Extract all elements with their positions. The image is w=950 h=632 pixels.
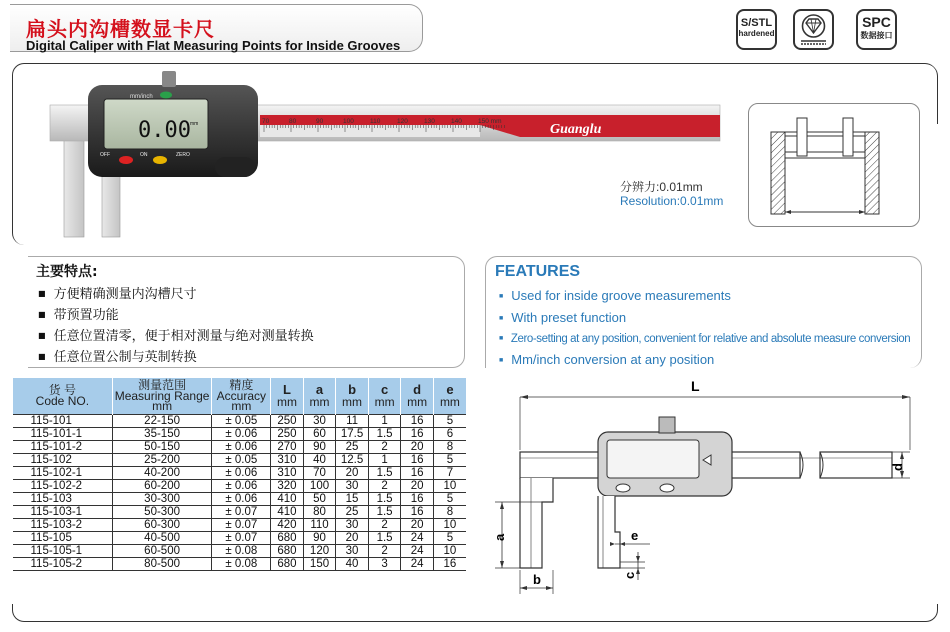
- unit-label: mm/inch: [130, 94, 153, 100]
- table-cell: 2: [368, 544, 401, 557]
- table-cell: 70: [303, 466, 336, 479]
- table-cell: 16: [433, 557, 466, 570]
- table-cell: 310: [271, 453, 304, 466]
- table-cell: 410: [271, 505, 304, 518]
- list-item: ■ Zero-setting at any position, convenient for relative and absolute measure conversion: [499, 330, 910, 350]
- header-accuracy-unit: mm: [231, 399, 252, 413]
- table-cell: 20: [336, 466, 369, 479]
- header-a-unit: mm: [309, 394, 330, 409]
- table-cell: 410: [271, 492, 304, 505]
- list-item: ■ 任意位置公制与英制转换: [38, 348, 314, 369]
- features-en-panel: [485, 256, 922, 368]
- table-cell: 110: [303, 518, 336, 531]
- page-title-en: Digital Caliper with Flat Measuring Points for Inside Grooves: [26, 38, 401, 53]
- table-cell: 16: [401, 453, 434, 466]
- header-code-cn: 货 号: [48, 383, 77, 398]
- table-cell: 25: [336, 505, 369, 518]
- badge-data-port-text: 数据接口: [860, 31, 893, 40]
- table-row: [13, 518, 467, 531]
- table-cell: 115-103: [13, 492, 113, 505]
- table-cell: 24: [401, 557, 434, 570]
- table-row: [13, 531, 467, 544]
- table-cell: 1.5: [368, 505, 401, 518]
- scale-label: 70: [262, 118, 270, 125]
- table-cell: 17.5: [336, 427, 369, 440]
- groove-illustration-box: [748, 103, 920, 227]
- table-cell: 270: [271, 440, 304, 453]
- table-cell: 25: [336, 440, 369, 453]
- table-cell: 115-105-1: [13, 544, 113, 557]
- header-L-unit: mm: [276, 394, 297, 409]
- on-zero-button[interactable]: [153, 156, 167, 164]
- header-e: [433, 378, 466, 414]
- table-row: [13, 440, 467, 453]
- bottom-frame: [12, 604, 938, 622]
- table-cell: ± 0.07: [212, 518, 271, 531]
- table-cell: 1: [368, 453, 401, 466]
- table-cell: 10: [433, 479, 466, 492]
- dimension-diagram-svg: [485, 380, 925, 602]
- list-item: ■ 任意位置清零，便于相对测量与绝对测量转换: [38, 327, 314, 348]
- table-row: [13, 492, 467, 505]
- table-cell: 80: [303, 505, 336, 518]
- header-range-en: Measuring Range: [114, 388, 210, 403]
- table-cell: 115-102-1: [13, 466, 113, 479]
- scale-label: 150 mm: [478, 118, 502, 125]
- table-row: [13, 505, 467, 518]
- table-cell: 8: [433, 505, 466, 518]
- on-label: ON: [140, 152, 148, 158]
- table-cell: 1.5: [368, 531, 401, 544]
- table-cell: 30: [336, 479, 369, 492]
- header-accuracy: [212, 378, 271, 414]
- badge-sstl-text: S/STL: [740, 17, 773, 29]
- header-b-sym: b: [348, 381, 357, 397]
- header-d-sym: d: [413, 381, 422, 397]
- table-cell: 40: [303, 453, 336, 466]
- header-c-unit: mm: [374, 394, 395, 409]
- table-cell: 310: [271, 466, 304, 479]
- table-cell: 30-300: [112, 492, 212, 505]
- header-L-sym: L: [283, 381, 291, 397]
- table-cell: 7: [433, 466, 466, 479]
- table-cell: 24: [401, 544, 434, 557]
- table-cell: 30: [336, 518, 369, 531]
- table-cell: 5: [433, 531, 466, 544]
- table-cell: 680: [271, 557, 304, 570]
- table-row: [13, 466, 467, 479]
- features-en-title: FEATURES: [495, 263, 581, 280]
- table-cell: 115-103-2: [13, 518, 113, 531]
- title-box: [10, 4, 423, 52]
- table-cell: 8: [433, 440, 466, 453]
- dim-label-e: e: [631, 528, 639, 543]
- table-cell: ± 0.06: [212, 466, 271, 479]
- resolution-en: Resolution:0.01mm: [620, 194, 724, 208]
- table-row: [13, 544, 467, 557]
- table-cell: 115-105: [13, 531, 113, 544]
- table-cell: ± 0.08: [212, 557, 271, 570]
- table-cell: 420: [271, 518, 304, 531]
- table-cell: 30: [336, 544, 369, 557]
- table-cell: 115-103-1: [13, 505, 113, 518]
- table-cell: ± 0.05: [212, 414, 271, 427]
- header-range-cn: 测量范围: [138, 378, 187, 392]
- table-cell: 16: [401, 414, 434, 427]
- lcd-reading: 0.00: [138, 118, 191, 143]
- table-cell: 2: [368, 479, 401, 492]
- table-cell: 20: [401, 479, 434, 492]
- table-cell: 16: [401, 466, 434, 479]
- table-cell: 10: [433, 544, 466, 557]
- table-cell: 680: [271, 544, 304, 557]
- table-cell: 16: [401, 427, 434, 440]
- list-item: ■ Used for inside groove measurements: [499, 286, 910, 308]
- table-cell: 5: [433, 492, 466, 505]
- off-button[interactable]: [119, 156, 133, 164]
- table-cell: 90: [303, 531, 336, 544]
- table-cell: 115-101: [13, 414, 113, 427]
- off-label: OFF: [100, 152, 110, 158]
- header-accuracy-en: Accuracy: [216, 388, 266, 403]
- header-b-unit: mm: [342, 394, 363, 409]
- table-cell: ± 0.05: [212, 453, 271, 466]
- scale-label: 120: [397, 118, 408, 125]
- table-cell: 1.5: [368, 427, 401, 440]
- table-cell: 250: [271, 414, 304, 427]
- diamond-icon: [793, 9, 834, 50]
- badge-spc-text: SPC: [862, 14, 891, 30]
- list-item: ■ Mm/inch conversion at any position: [499, 350, 910, 372]
- table-cell: 40-500: [112, 531, 212, 544]
- table-cell: 40: [336, 557, 369, 570]
- table-cell: ± 0.06: [212, 440, 271, 453]
- spc-data-port-badge: [856, 9, 897, 50]
- header-L: [271, 378, 304, 414]
- table-cell: ± 0.07: [212, 531, 271, 544]
- header-e-unit: mm: [439, 394, 460, 409]
- table-cell: ± 0.06: [212, 479, 271, 492]
- dim-label-a: a: [492, 533, 507, 541]
- table-row: [13, 427, 467, 440]
- page-title-cn: 扁头内沟槽数显卡尺: [26, 17, 215, 41]
- resolution-cn: 分辨力:0.01mm: [620, 180, 703, 194]
- diamond-icon-svg: [795, 11, 832, 48]
- spec-table: [12, 378, 466, 571]
- features-cn-panel: [28, 256, 465, 368]
- table-cell: 12.5: [336, 453, 369, 466]
- features-en-list: [499, 286, 910, 372]
- header-code-en: Code NO.: [35, 393, 90, 408]
- table-cell: 115-101-2: [13, 440, 113, 453]
- table-cell: 2: [368, 518, 401, 531]
- header-c-sym: c: [380, 381, 389, 397]
- header-b: [336, 378, 369, 414]
- table-cell: 20: [336, 531, 369, 544]
- header-d-unit: mm: [407, 394, 428, 409]
- table-header-row: [13, 378, 467, 414]
- header-a: [303, 378, 336, 414]
- table-cell: 1: [368, 414, 401, 427]
- table-cell: ± 0.07: [212, 505, 271, 518]
- table-cell: 25-200: [112, 453, 212, 466]
- scale-label: 140: [451, 118, 462, 125]
- table-cell: 3: [368, 557, 401, 570]
- header-accuracy-cn: 精度: [229, 378, 254, 392]
- table-cell: 16: [401, 492, 434, 505]
- table-cell: ± 0.06: [212, 492, 271, 505]
- table-cell: 22-150: [112, 414, 212, 427]
- header-e-sym: e: [446, 381, 454, 397]
- header-a-sym: a: [315, 381, 324, 397]
- table-cell: 2: [368, 440, 401, 453]
- table-cell: 30: [303, 414, 336, 427]
- table-cell: 115-105-2: [13, 557, 113, 570]
- table-cell: 35-150: [112, 427, 212, 440]
- dim-label-b: b: [533, 572, 541, 587]
- scale-label: 110: [370, 118, 381, 125]
- table-row: [13, 479, 467, 492]
- groove-illustration: [749, 104, 921, 228]
- table-cell: 60-200: [112, 479, 212, 492]
- lcd-reading-unit: mm: [190, 121, 199, 127]
- list-item: ■ 带预置功能: [38, 306, 314, 327]
- table-cell: 60-300: [112, 518, 212, 531]
- zero-label: ZERO: [176, 152, 190, 158]
- scale-label: 100: [343, 118, 354, 125]
- table-cell: 50: [303, 492, 336, 505]
- table-cell: 90: [303, 440, 336, 453]
- table-cell: 120: [303, 544, 336, 557]
- table-cell: 115-101-1: [13, 427, 113, 440]
- table-cell: 680: [271, 531, 304, 544]
- table-cell: 60: [303, 427, 336, 440]
- table-cell: 60-500: [112, 544, 212, 557]
- table-cell: 10: [433, 518, 466, 531]
- dim-label-c: c: [622, 571, 637, 579]
- header-c: [368, 378, 401, 414]
- header-code: [13, 378, 113, 414]
- table-cell: 50-300: [112, 505, 212, 518]
- stainless-hardened-badge: [736, 9, 777, 50]
- table-cell: 1.5: [368, 466, 401, 479]
- dimension-diagram: [485, 380, 925, 602]
- table-cell: ± 0.06: [212, 427, 271, 440]
- table-cell: 20: [401, 518, 434, 531]
- header-range-unit: mm: [152, 399, 173, 413]
- scale-label: 80: [289, 118, 297, 125]
- caliper-photo: [40, 65, 730, 245]
- table-row: [13, 414, 467, 427]
- table-cell: 115-102-2: [13, 479, 113, 492]
- features-cn-title: 主要特点:: [36, 264, 98, 280]
- table-cell: 20: [401, 440, 434, 453]
- table-cell: 115-102: [13, 453, 113, 466]
- table-cell: 1.5: [368, 492, 401, 505]
- table-cell: 40-200: [112, 466, 212, 479]
- list-item: ■ 方便精确测量内沟槽尺寸: [38, 285, 314, 306]
- table-cell: 150: [303, 557, 336, 570]
- scale-label: 130: [424, 118, 435, 125]
- table-row: [13, 453, 467, 466]
- badge-hardened-text: hardened: [738, 29, 775, 38]
- list-item: ■ With preset function: [499, 308, 910, 330]
- dim-label-d: d: [890, 463, 905, 471]
- table-cell: 16: [401, 505, 434, 518]
- table-cell: 100: [303, 479, 336, 492]
- table-cell: 5: [433, 453, 466, 466]
- scale-label: 90: [316, 118, 324, 125]
- table-cell: 5: [433, 414, 466, 427]
- header-range: [112, 378, 212, 414]
- table-row: [13, 557, 467, 570]
- table-cell: 50-150: [112, 440, 212, 453]
- table-cell: 11: [336, 414, 369, 427]
- features-cn-list: [38, 285, 314, 369]
- table-cell: 24: [401, 531, 434, 544]
- table-cell: 6: [433, 427, 466, 440]
- brand-logo-text: Guanglu: [550, 122, 602, 137]
- table-cell: ± 0.08: [212, 544, 271, 557]
- dim-label-L: L: [691, 380, 700, 394]
- table-cell: 15: [336, 492, 369, 505]
- spec-table-body: [13, 414, 467, 570]
- table-cell: 250: [271, 427, 304, 440]
- header-d: [401, 378, 434, 414]
- mm-inch-button[interactable]: [160, 92, 172, 99]
- table-cell: 320: [271, 479, 304, 492]
- table-cell: 80-500: [112, 557, 212, 570]
